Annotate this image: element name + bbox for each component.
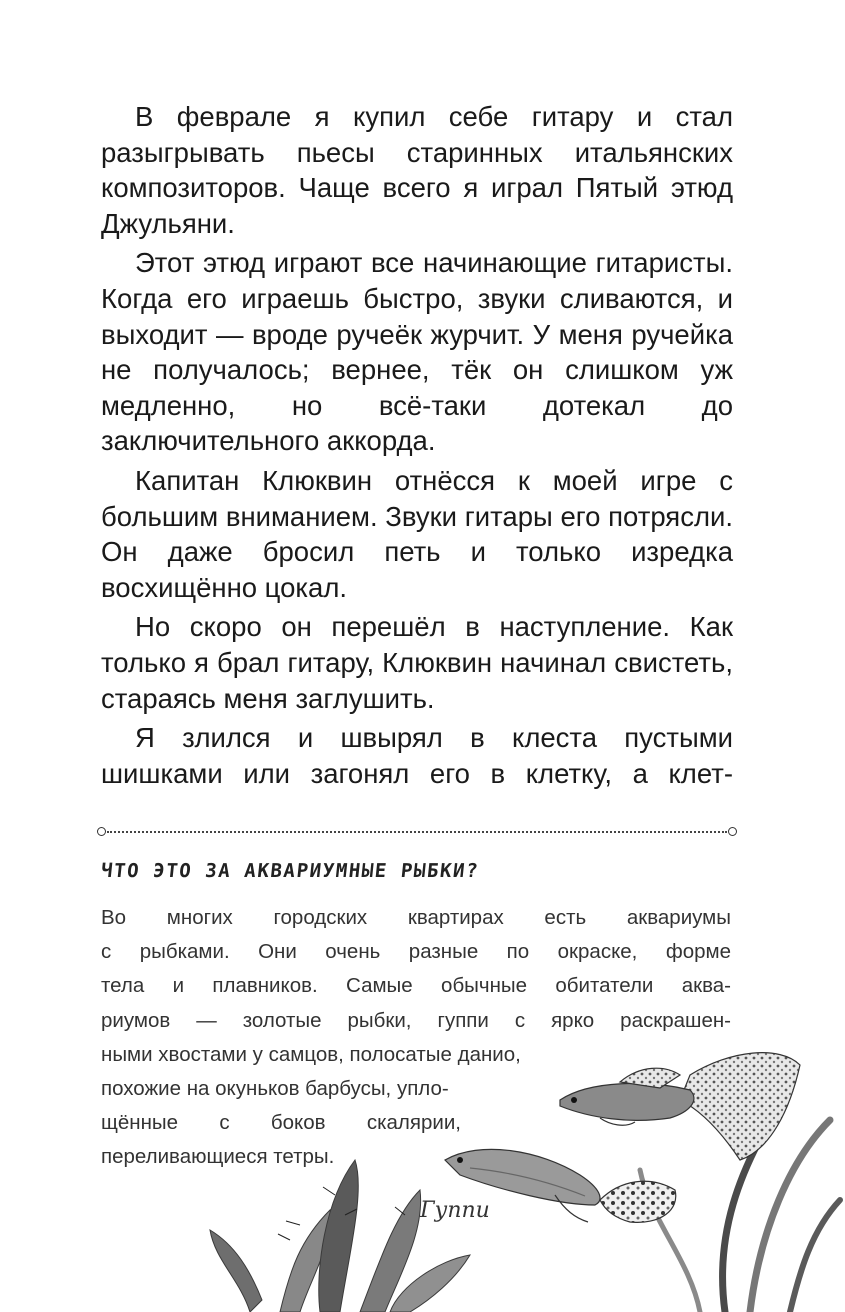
sidebar-heading: ЧТО ЭТО ЗА АКВАРИУМНЫЕ РЫБКИ? [99,860,481,882]
paragraph: Я злился и швырял в клеста пустыми шишками или загонял его в клетку, а клет- [101,722,733,789]
sidebar-line: риумов — золотые рыбки, гуппи с ярко раскрашен- [101,1008,731,1032]
paragraph: Этот этюд играют все начинающие гитаристы. Когда его играешь быстро, звуки сливаются, и выходит — вроде ручеёк журчит. У меня ручейка не получалось; вернее, тёк он слишком уж медленно, но всё-таки дотекал до заключительного аккорда. [101,247,733,457]
sidebar-line: с рыбками. Они очень разные по окраске, форме [101,940,731,964]
seaweed-left [210,1160,470,1312]
sidebar-line: ными хвостами у самцов, полосатые данио, [101,1042,521,1066]
sidebar-line: переливающиеся тетры. [101,1145,335,1169]
sidebar-line: похожие на окуньков барбусы, упло- [101,1077,449,1101]
paragraph: В феврале я купил себе гитару и стал разыгрывать пьесы старинных итальянских композиторов. Чаще всего я играл Пятый этюд Джульяни. [101,101,733,239]
sidebar-line: щённые с боков скалярии, [101,1111,461,1135]
paragraph: Но скоро он перешёл в наступление. Как только я брал гитару, Клюквин начинал свистеть, стараясь меня заглушить. [101,611,733,714]
sidebar-line: Во многих городских квартирах есть аквариумы [101,906,731,929]
guppy-fish-upper [560,1053,800,1160]
image-caption: Гуппи [420,1198,490,1223]
paragraph: Капитан Клюквин отнёсся к моей игре с большим вниманием. Звуки гитары его потрясли. Он даже бросил петь и только изредка восхищённо цокал. [101,464,733,603]
sidebar-line: тела и плавников. Самые обычные обитатели аква- [101,974,731,998]
